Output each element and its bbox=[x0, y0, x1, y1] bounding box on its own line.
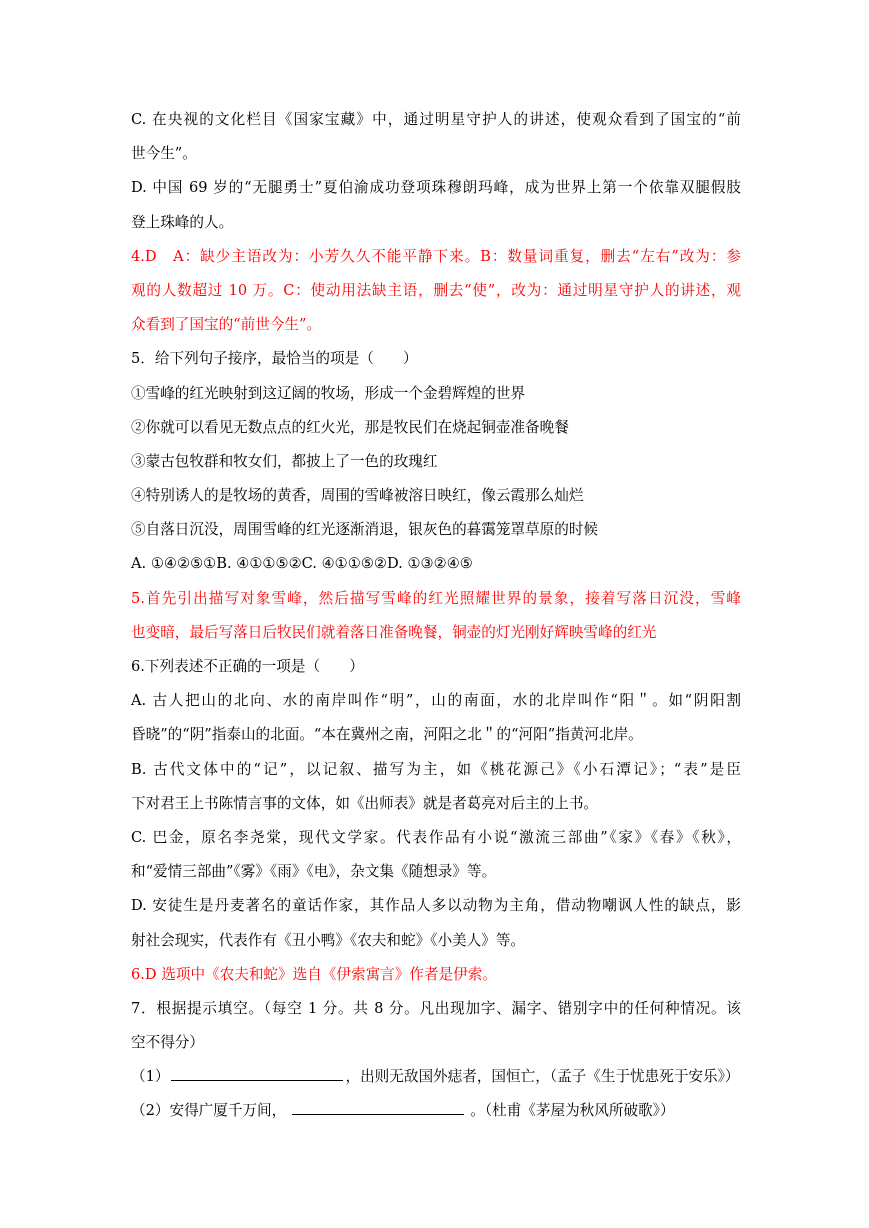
q6-option-d-line-1: D. 安徒生是丹麦著名的童话作家，其作品人多以动物为主角，借动物嘲讽人性的缺点，影 bbox=[131, 897, 741, 915]
q5-answer-line-2: 也变暗，最后写落日后牧民们就着落日准备晚餐，铜壶的灯光刚好辉映雪峰的红光 bbox=[131, 623, 657, 641]
q4-option-c-line-1: C. 在央视的文化栏目《国家宝藏》中，通过明星守护人的讲述，使观众看到了国宝的“前 bbox=[131, 111, 741, 128]
q6-option-b-line-2: 下对君王上书陈情言事的文体，如《出师表》就是者葛亮对后主的上书。 bbox=[131, 794, 599, 812]
q4-answer-line-3: 众看到了国宝的“前世今生”。 bbox=[131, 316, 322, 334]
q6-option-a-line-2: 昏晓”的“阴”指泰山的北面。“本在冀州之南，河阳之北＂的“河阳”指黄河北岸。 bbox=[131, 726, 643, 744]
q7-item-1-blank[interactable] bbox=[171, 1062, 343, 1081]
q4-option-d-line-1: D. 中国 69 岁的“无腿勇士”夏伯渝成功登项珠穆朗玛峰，成为世界上第一个依靠双腿假肢 bbox=[131, 179, 741, 197]
q6-option-d-line-2: 射社会现实，代表作有《丑小鸭》《农夫和蛇》《小美人》等。 bbox=[131, 931, 526, 949]
q6-option-c-line-2: 和“爱情三部曲”《雾》《雨》《电》，杂文集《随想录》等。 bbox=[131, 863, 497, 881]
q5-sentence-1: ①雪峰的红光映射到这辽阔的牧场，形成一个金碧辉煌的世界 bbox=[131, 384, 526, 402]
q7-item-2-blank[interactable] bbox=[292, 1096, 464, 1115]
q7-stem-line-2: 空不得分） bbox=[131, 1034, 204, 1052]
q6-answer: 6.D 选项中《农夫和蛇》选自《伊索寓言》作者是伊索。 bbox=[131, 965, 497, 983]
q7-stem-line-1: 7．根据提示填空。（每空 1 分。共 8 分。凡出现加字、漏字、错别字中的任何种情况。该 bbox=[131, 999, 741, 1017]
q7-item-2-source: 。（杜甫《茅屋为秋风所破歌》） bbox=[470, 1102, 675, 1120]
q5-sentence-3: ③蒙古包牧群和牧女们，都披上了一色的玫瑰红 bbox=[131, 452, 438, 470]
q4-answer-line-2: 观的人数超过 10 万。C：使动用法缺主语，删去“使”，改为：通过明星守护人的讲述，观 bbox=[131, 281, 741, 299]
q7-item-1-number: （1） bbox=[131, 1068, 170, 1086]
q5-options: A. ①④②⑤①B. ④①①⑤②C. ④①①⑤②D. ①③②④⑤ bbox=[131, 555, 473, 573]
q4-option-d-line-2: 登上珠峰的人。 bbox=[131, 213, 234, 231]
q7-item-1 bbox=[131, 1060, 741, 1094]
q6-option-b-line-1: B. 古代文体中的“记”，以记叙、描写为主，如《桃花源己》《小石潭记》；“表”是臣 bbox=[131, 760, 741, 778]
q6-stem: 6.下列表述不正确的一项是（ ） bbox=[131, 658, 364, 675]
q6-option-c-line-1: C. 巴金，原名李尧棠，现代文学家。代表作品有小说“激流三部曲”《家》《春》《秋》， bbox=[131, 828, 741, 846]
q5-stem: 5．给下列句子接序，最恰当的项是（ ） bbox=[131, 350, 418, 368]
q4-answer-line-1: 4.D A：缺少主语改为：小芳久久不能平静下来。B：数量词重复，删去“左右”改为：参 bbox=[131, 247, 741, 265]
q5-sentence-5: ⑤自落日沉没，周围雪峰的红光逐渐消退，银灰色的暮霭笼罩草原的时候 bbox=[131, 521, 599, 539]
q5-sentence-2: ②你就可以看见无数点点的红火光，那是牧民们在烧起铜壶准备晚餐 bbox=[131, 418, 569, 436]
q7-item-2 bbox=[131, 1094, 741, 1128]
q7-item-2-text: （2）安得广厦千万间， bbox=[131, 1102, 287, 1120]
q5-sentence-4: ④特别诱人的是牧场的黄香，周围的雪峰被溶日映红，像云霞那么灿烂 bbox=[131, 487, 584, 505]
document-page bbox=[131, 103, 741, 1129]
q7-item-1-text: ，出则无敌国外痣者，国恒亡，（孟子《生于忧患死于安乐》） bbox=[345, 1068, 740, 1086]
q6-option-a-line-1: A. 古人把山的北向、水的南岸叫作“明”，山的南面，水的北岸叫作“阳＂。如“阴阳割 bbox=[131, 692, 741, 710]
q4-option-c-line-2: 世今生”。 bbox=[131, 145, 197, 163]
q5-answer-line-1: 5.首先引出描写对象雪峰，然后描写雪峰的红光照耀世界的景象，接着写落日沉没，雪峰 bbox=[131, 589, 741, 607]
